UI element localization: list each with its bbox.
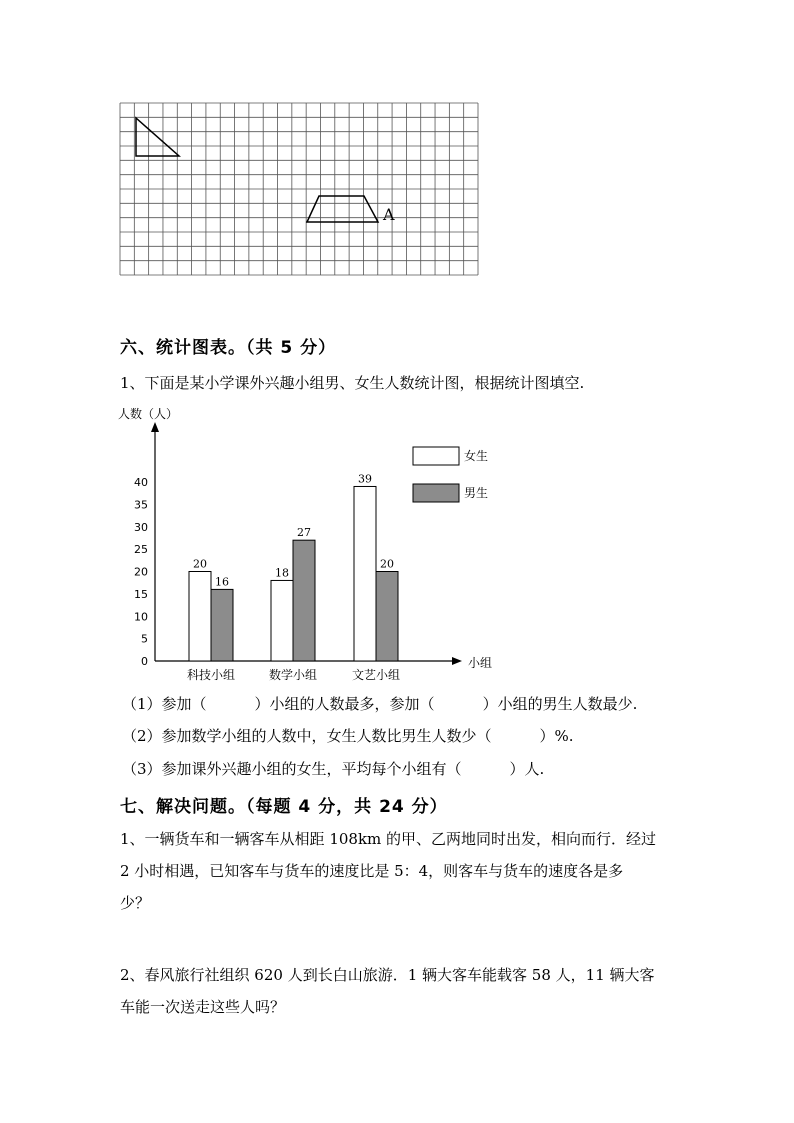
category-label: 数学小组	[268, 668, 318, 682]
bar-female	[271, 580, 293, 661]
q3-part-b: ）人.	[509, 760, 545, 778]
y-tick-label: 20	[134, 565, 148, 579]
problem2-line1: 2、春风旅行社组织 620 人到长白山旅游．1 辆大客车能载客 58 人，11 辆大客	[120, 966, 655, 984]
q1-part-c: ）小组的男生人数最少.	[482, 695, 638, 713]
question6-3	[122, 758, 544, 780]
bar-female	[189, 572, 211, 662]
question6-2	[122, 725, 574, 747]
bar-female	[354, 486, 376, 661]
y-axis-arrow	[151, 422, 159, 432]
problem1-line3: 少？	[120, 894, 151, 912]
bar-male	[211, 589, 233, 661]
y-tick-label: 35	[134, 498, 148, 512]
section6-q1-intro: 1、下面是某小学课外兴趣小组男、女生人数统计图，根据统计图填空.	[120, 374, 585, 392]
bar-value-label: 16	[215, 575, 229, 589]
bar-chart	[110, 400, 510, 690]
problem1-line2: 2 小时相遇，已知客车与货车的速度比是 5：4，则客车与货车的速度各是多	[120, 862, 624, 880]
y-tick-label: 10	[134, 610, 148, 624]
q3-part-a: （3）参加课外兴趣小组的女生，平均每个小组有（	[122, 760, 462, 778]
y-tick-label: 0	[141, 655, 148, 668]
bar-value-label: 20	[380, 557, 394, 571]
y-tick-label: 40	[134, 476, 148, 489]
bar-value-label: 20	[193, 557, 207, 571]
y-tick-label: 30	[134, 520, 148, 534]
grid-figure	[118, 101, 480, 277]
bar-male	[376, 572, 398, 662]
q1-part-b: ）小组的人数最多，参加（	[254, 695, 435, 713]
category-label: 文艺小组	[351, 668, 401, 682]
bar-value-label: 39	[358, 472, 372, 486]
q2-part-b: ）%.	[539, 727, 574, 745]
bar-value-label: 27	[297, 526, 311, 540]
legend-swatch	[413, 484, 459, 502]
legend-label: 男生	[464, 486, 489, 500]
grid-lines	[120, 103, 478, 275]
legend-swatch	[413, 447, 459, 465]
trapezoid-shape	[307, 196, 378, 222]
legend-label: 女生	[464, 449, 489, 463]
problem1-line1: 1、一辆货车和一辆客车从相距 108km 的甲、乙两地同时出发，相向而行．经过	[120, 830, 657, 848]
question6-1	[122, 693, 637, 715]
problem2-line2: 车能一次送走这些人吗？	[120, 998, 286, 1016]
bar-value-label: 18	[275, 566, 289, 580]
x-axis-arrow	[452, 657, 462, 665]
q2-part-a: （2）参加数学小组的人数中，女生人数比男生人数少（	[122, 727, 492, 745]
bar-male	[293, 540, 315, 661]
y-tick-label: 15	[134, 587, 148, 601]
section6-title: 六、统计图表。（共 5 分）	[120, 338, 337, 358]
x-axis-label: 小组	[468, 656, 493, 670]
y-tick-label: 25	[134, 543, 148, 557]
triangle-shape	[136, 118, 179, 156]
category-label: 科技小组	[186, 668, 236, 682]
y-tick-label: 5	[141, 632, 148, 646]
y-axis-label: 人数（人）	[118, 407, 179, 421]
section7-title: 七、解决问题。（每题 4 分，共 24 分）	[120, 797, 448, 817]
point-a-label: A	[383, 205, 395, 224]
q1-part-a: （1）参加（	[122, 695, 207, 713]
